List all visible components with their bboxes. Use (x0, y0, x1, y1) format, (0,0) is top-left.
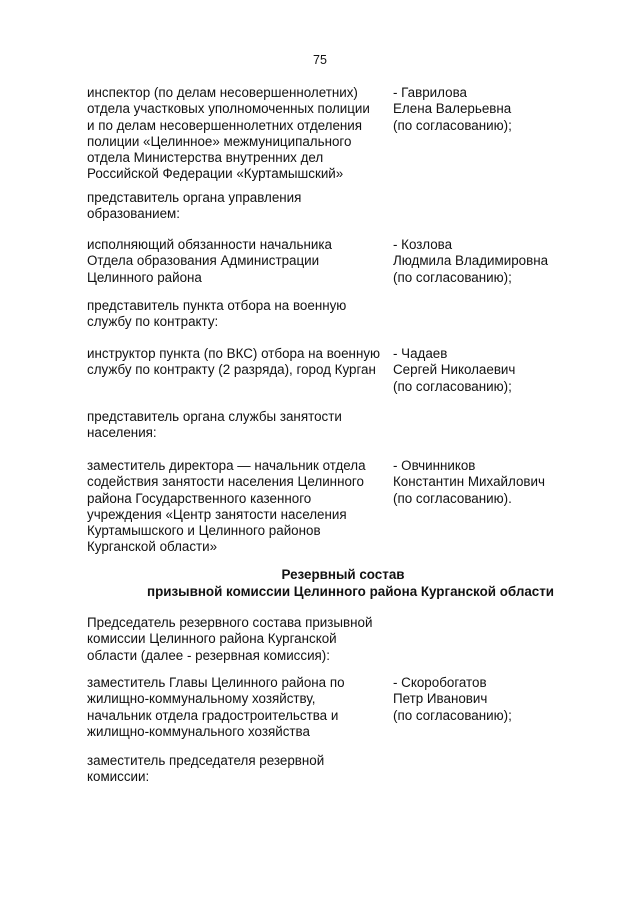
entry-category-employment: представитель органа службы занятости населения: (87, 409, 342, 441)
reserve-deputy-chairman: заместитель председателя резервной комиссии: (87, 753, 325, 785)
entry-category-recruitment: представитель пункта отбора на военную службу по контракту: (87, 298, 347, 330)
reserve-heading-line1: Резервный состав (281, 567, 405, 582)
entry-person-ovchinnikov: - Овчинников Константин Михайлович (по согласованию). (393, 458, 545, 506)
page-number: 75 (313, 53, 327, 67)
entry-person-kozlova: - Козлова Людмила Владимировна (по согласованию); (393, 237, 549, 285)
entry-person-chadaev: - Чадаев Сергей Николаевич (по согласованию); (393, 346, 516, 394)
entry-position-instructor: инструктор пункта (по ВКС) отбора на военную службу по контракту (2 разряда), город Курган (87, 346, 381, 378)
reserve-person-skorobogatov: - Скоробогатов Петр Иванович (по согласованию); (393, 675, 512, 723)
entry-position-deputy-director: заместитель директора — начальник отдела содействия занятости населения Целинного района Государственного казенного учреждения «Центр занятости населения Куртамышского и Целинного районов Курганской области» (87, 458, 366, 555)
reserve-position-deputy-head: заместитель Главы Целинного района по жилищно-коммунальному хозяйству, начальник отдела градостроительства и жилищно-коммунального хозяйства (87, 675, 345, 739)
entry-position-education-head: исполняющий обязанности начальника Отдела образования Администрации Целинного района (87, 237, 332, 285)
entry-category-education: представитель органа управления образованием: (87, 190, 302, 222)
entry-person-gavrilova: - Гаврилова Елена Валерьевна (по согласованию); (393, 85, 512, 133)
reserve-chairman: Председатель резервного состава призывной комиссии Целинного района Курганской области (далее - резервная комиссия): (87, 615, 373, 663)
entry-position-inspector: инспектор (по делам несовершеннолетних) отдела участковых уполномоченных полиции и по делам несовершеннолетних отделения полиции «Целинное» межмуниципального отдела Министерства внутренних дел Российской Федерации «Куртамышский» (87, 85, 370, 182)
reserve-heading-line2: призывной комиссии Целинного района Курганской области (147, 584, 555, 599)
